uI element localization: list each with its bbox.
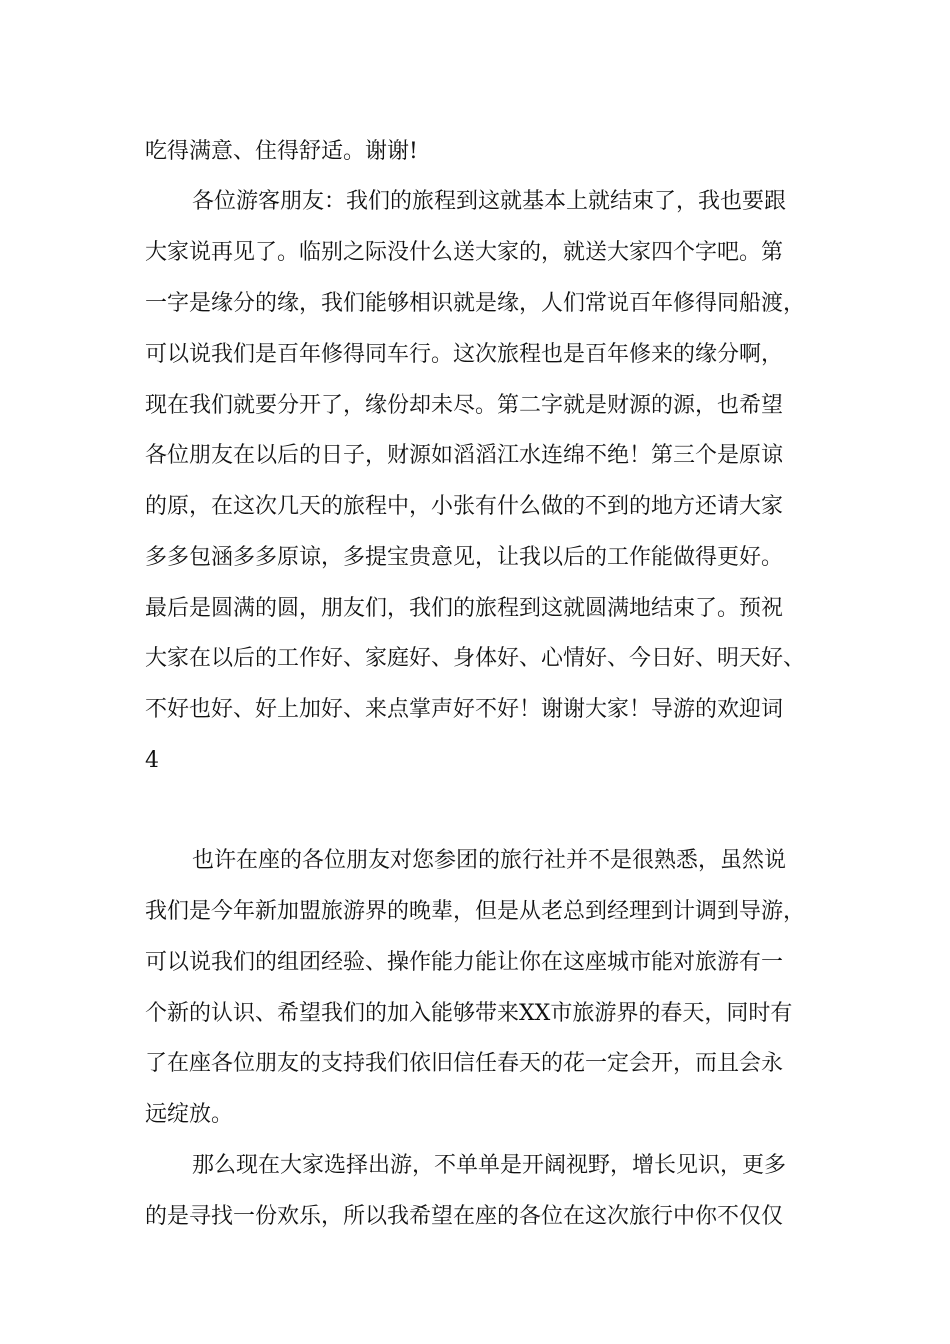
paragraph-first-line: 那么现在大家选择出游，不单单是开阔视野，增长见识，更多 [192, 1153, 787, 1178]
paragraph-first-line: 各位游客朋友：我们的旅程到这就基本上就结束了，我也要跟 [192, 189, 787, 214]
section-number: 4 [145, 748, 159, 773]
text-line: 各位朋友在以后的日子，财源如滔滔江水连绵不绝！第三个是原谅 [145, 443, 784, 468]
text-line: 个新的认识、希望我们的加入能够带来XX市旅游界的春天，同时有 [145, 1001, 793, 1026]
text-line: 我们是今年新加盟旅游界的晚辈，但是从老总到经理到计调到导游， [145, 899, 806, 924]
text-line: 最后是圆满的圆，朋友们，我们的旅程到这就圆满地结束了。预祝 [145, 596, 784, 621]
text-line: 了在座各位朋友的支持我们依旧信任春天的花一定会开，而且会永 [145, 1051, 784, 1076]
text-line: 的原，在这次几天的旅程中，小张有什么做的不到的地方还请大家 [145, 494, 784, 519]
text-line: 一字是缘分的缘，我们能够相识就是缘，人们常说百年修得同船渡， [145, 291, 806, 316]
text-line: 远绽放。 [145, 1102, 234, 1127]
text-line: 的是寻找一份欢乐，所以我希望在座的各位在这次旅行中你不仅仅 [145, 1204, 784, 1229]
text-line: 大家在以后的工作好、家庭好、身体好、心情好、今日好、明天好、 [145, 646, 806, 671]
text-line: 大家说再见了。临别之际没什么送大家的，就送大家四个字吧。第 [145, 240, 784, 265]
text-line: 可以说我们的组团经验、操作能力能让你在这座城市能对旅游有一 [145, 950, 784, 975]
text-line: 可以说我们是百年修得同车行。这次旅程也是百年修来的缘分啊， [145, 342, 784, 367]
text-line: 现在我们就要分开了，缘份却未尽。第二字就是财源的源，也希望 [145, 393, 784, 418]
paragraph-first-line: 也许在座的各位朋友对您参团的旅行社并不是很熟悉，虽然说 [192, 848, 787, 873]
text-line: 不好也好、好上加好、来点掌声好不好！谢谢大家！导游的欢迎词 [145, 697, 784, 722]
text-line: 多多包涵多多原谅，多提宝贵意见，让我以后的工作能做得更好。 [145, 545, 784, 570]
text-line: 吃得满意、住得舒适。谢谢! [145, 139, 418, 164]
